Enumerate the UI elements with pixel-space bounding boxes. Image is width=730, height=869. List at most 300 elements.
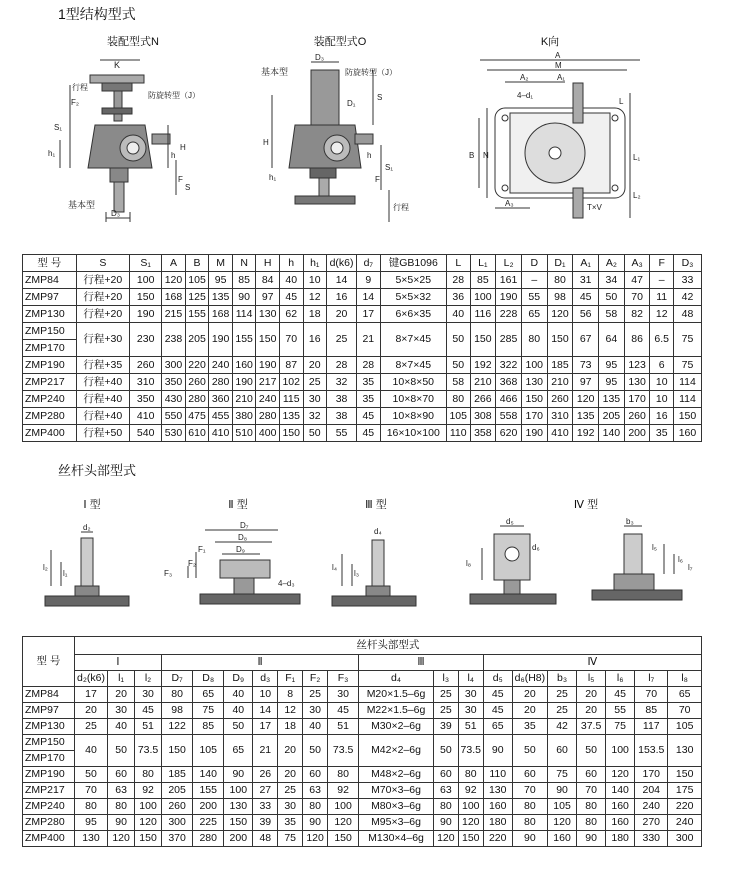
table-row (23, 719, 702, 735)
table-cell: 530 (162, 425, 186, 442)
table-cell: 行程+20 (76, 272, 130, 289)
table-cell: 90 (577, 831, 606, 847)
label-k-a1: A₁ (557, 73, 566, 82)
table-cell: 20 (512, 687, 547, 703)
table-cell: 25 (433, 687, 458, 703)
table-row (23, 323, 702, 340)
label-k-n: N (483, 151, 489, 160)
table-cell: 160 (673, 425, 701, 442)
label-k-a2: A₂ (520, 73, 529, 82)
model-cell: ZMP217 (23, 374, 77, 391)
table-cell: 行程+50 (76, 425, 130, 442)
table-cell: 25 (548, 687, 577, 703)
table-cell: 16×10×100 (380, 425, 446, 442)
col-header: D₃ (673, 255, 701, 272)
table-cell: 行程+40 (76, 408, 130, 425)
table2-group-1: Ⅰ (74, 655, 161, 671)
table-cell: 25 (548, 703, 577, 719)
table-cell: 205 (185, 323, 209, 357)
table-cell: 20 (108, 687, 135, 703)
table-cell: 100 (521, 357, 547, 374)
table-cell: 行程+30 (76, 323, 130, 357)
table-cell: M20×1.5–6g (359, 687, 434, 703)
label-h3-l4: l₄ (332, 563, 338, 572)
label-h1: h₁ (48, 149, 56, 158)
table-cell: 123 (624, 357, 650, 374)
label-h2-d7: D₇ (240, 521, 249, 530)
table-cell: 32 (303, 408, 327, 425)
label-k-l1: L₁ (633, 153, 641, 162)
table-cell: 238 (162, 323, 186, 357)
label-rot: 防旋转型（J） (148, 91, 200, 100)
table-cell: M130×4–6g (359, 831, 434, 847)
table-cell: 120 (547, 306, 573, 323)
table-cell: 410 (547, 425, 573, 442)
table-cell: 322 (496, 357, 522, 374)
table-cell: 70 (512, 783, 547, 799)
table-cell: 260 (547, 391, 573, 408)
table-cell: 116 (470, 306, 496, 323)
col-header: l₆ (606, 671, 635, 687)
table-cell: 35 (357, 374, 381, 391)
label-o-s1: S₁ (385, 163, 394, 172)
table-cell: 75 (548, 767, 577, 783)
table-cell: M48×2–6g (359, 767, 434, 783)
table-cell: 45 (135, 703, 162, 719)
label-o-rot: 防旋转型（J） (345, 68, 397, 77)
table-cell: 90 (232, 289, 256, 306)
col-header: L (446, 255, 470, 272)
table-cell: 217 (256, 374, 280, 391)
table-cell: 150 (130, 289, 162, 306)
table-cell: 34 (599, 272, 625, 289)
table-cell: 215 (162, 306, 186, 323)
table-row (23, 374, 702, 391)
table-cell: 25 (433, 703, 458, 719)
table-cell: 73 (573, 357, 599, 374)
table-cell: 105 (548, 799, 577, 815)
label-h4-l8: l₈ (466, 559, 472, 568)
table-cell: 70 (577, 783, 606, 799)
table2-group-2: Ⅱ (162, 655, 359, 671)
table-cell: 135 (573, 408, 599, 425)
table-cell: 266 (470, 391, 496, 408)
table-cell: 120 (303, 831, 328, 847)
label-o-d1: D₁ (347, 99, 356, 108)
table-cell: 280 (185, 391, 209, 408)
table-cell: 114 (232, 306, 256, 323)
table-cell: 40 (303, 719, 328, 735)
table-cell: 160 (606, 799, 635, 815)
table-cell: 240 (668, 815, 702, 831)
table-cell: 50 (303, 735, 328, 767)
table-cell: 20 (278, 767, 303, 783)
col-header: h (279, 255, 303, 272)
table-cell: 12 (303, 289, 327, 306)
col-header: S₁ (130, 255, 162, 272)
table-cell: 75 (673, 357, 701, 374)
label-f2: F₂ (71, 98, 79, 107)
table-cell: 80 (446, 391, 470, 408)
table-cell: 40 (279, 272, 303, 289)
table-cell: – (650, 272, 674, 289)
table-cell: 97 (256, 289, 280, 306)
table-cell: 300 (162, 815, 193, 831)
table-cell: 410 (209, 425, 233, 442)
table-cell: 48 (673, 306, 701, 323)
table-cell: 92 (135, 783, 162, 799)
label-k-d1: 4–d₁ (517, 91, 534, 100)
label-h4-l6: l₆ (678, 555, 684, 564)
col-header: D₇ (162, 671, 193, 687)
label-h4-d6: d₆ (532, 543, 540, 552)
model-cell: ZMP240 (23, 391, 77, 408)
table-cell: 35 (650, 425, 674, 442)
model-cell: ZMP240 (23, 799, 75, 815)
table-cell: 33 (673, 272, 701, 289)
label-o-f: F (375, 175, 380, 184)
table-cell: 190 (130, 306, 162, 323)
table-cell: 80 (328, 767, 359, 783)
table-cell: 50 (303, 425, 327, 442)
table-cell: 130 (624, 374, 650, 391)
model-cell: ZMP97 (23, 703, 75, 719)
section2-title: 丝杆头部型式 (58, 463, 137, 478)
table-cell: 60 (108, 767, 135, 783)
table-cell: 540 (130, 425, 162, 442)
table-row (23, 735, 702, 751)
table-cell: 30 (108, 703, 135, 719)
head-type-1-drawing (35, 520, 135, 620)
col-header: d₃ (253, 671, 278, 687)
table-cell: 360 (209, 391, 233, 408)
head-type-3-title: Ⅲ 型 (365, 499, 387, 511)
col-header: M (209, 255, 233, 272)
table-cell: 20 (74, 703, 107, 719)
table-cell: 168 (209, 306, 233, 323)
table-cell: M95×3–6g (359, 815, 434, 831)
table-cell: 60 (433, 767, 458, 783)
col-header: 键GB1096 (380, 255, 446, 272)
table-cell: 51 (135, 719, 162, 735)
table-cell: 120 (458, 815, 483, 831)
table-cell: 30 (278, 799, 303, 815)
table-cell: 85 (193, 719, 224, 735)
table-cell: 14 (327, 272, 357, 289)
table-cell: 92 (458, 783, 483, 799)
table-cell: 204 (635, 783, 668, 799)
table-cell: 180 (483, 815, 512, 831)
table1-body (23, 272, 702, 442)
table-cell: 90 (108, 815, 135, 831)
table-cell: 25 (278, 783, 303, 799)
table-cell: 10 (303, 272, 327, 289)
table-cell: 200 (224, 831, 253, 847)
table-cell: M70×3–6g (359, 783, 434, 799)
col-header: h₁ (303, 255, 327, 272)
table-cell: 25 (303, 374, 327, 391)
table-cell: 97 (573, 374, 599, 391)
model-cell: ZMP400 (23, 425, 77, 442)
table-cell: 40 (446, 306, 470, 323)
table-cell: 80 (547, 272, 573, 289)
table-cell: 30 (303, 703, 328, 719)
table-cell: 70 (668, 703, 702, 719)
table-cell: 8 (278, 687, 303, 703)
table-cell: 170 (624, 391, 650, 408)
table-cell: 98 (162, 703, 193, 719)
head-type-3-drawing (320, 520, 420, 620)
col-header: l₈ (668, 671, 702, 687)
table-cell: 260 (130, 357, 162, 374)
table-cell: 80 (521, 323, 547, 357)
table-cell: 30 (135, 687, 162, 703)
col-header: A₃ (624, 255, 650, 272)
table-row (23, 703, 702, 719)
model-cell: ZMP84 (23, 272, 77, 289)
table-cell: 18 (303, 306, 327, 323)
table-cell: 80 (74, 799, 107, 815)
table-cell: 45 (357, 425, 381, 442)
table-cell: 95 (209, 272, 233, 289)
label-k-m: M (555, 61, 562, 70)
table-cell: 10×8×70 (380, 391, 446, 408)
table-cell: 130 (224, 799, 253, 815)
table-cell: 466 (496, 391, 522, 408)
table-cell: 10 (650, 391, 674, 408)
table-cell: 50 (108, 735, 135, 767)
table-cell: 80 (512, 799, 547, 815)
table-cell: 100 (135, 799, 162, 815)
label-k-txv: T×V (587, 203, 602, 212)
table-cell: 228 (496, 306, 522, 323)
table-cell: 200 (624, 425, 650, 442)
table-cell: 150 (328, 831, 359, 847)
table-cell: 9 (357, 272, 381, 289)
table-cell: 30 (458, 687, 483, 703)
label-h4-l7: l₇ (688, 563, 693, 572)
table-cell: 190 (496, 289, 522, 306)
table-cell: 42 (548, 719, 577, 735)
table-cell: 130 (483, 783, 512, 799)
table-cell: 40 (74, 735, 107, 767)
table-cell: 240 (635, 799, 668, 815)
table-row (23, 408, 702, 425)
table-cell: 39 (253, 815, 278, 831)
table-cell: 40 (108, 719, 135, 735)
table-cell: 80 (162, 687, 193, 703)
col-header: d₅ (483, 671, 512, 687)
label-h1-l2: l₂ (43, 563, 48, 572)
table-cell: 40 (224, 687, 253, 703)
table-cell: 行程+20 (76, 306, 130, 323)
table-cell: 380 (232, 408, 256, 425)
table-cell: 80 (458, 767, 483, 783)
table-cell: 75 (193, 703, 224, 719)
table-cell: 90 (483, 735, 512, 767)
table-cell: 150 (135, 831, 162, 847)
table-cell: 73.5 (135, 735, 162, 767)
label-o-base: 基本型 (261, 67, 289, 77)
table2-body (23, 687, 702, 847)
view-k-title: K向 (540, 36, 560, 48)
table-cell: 120 (108, 831, 135, 847)
table-cell: 225 (193, 815, 224, 831)
table-cell: 120 (606, 767, 635, 783)
table-cell: 16 (327, 289, 357, 306)
label-stroke: 行程 (72, 83, 88, 92)
table-cell: 51 (458, 719, 483, 735)
assembly-n-drawing (40, 50, 220, 225)
table-cell: 455 (209, 408, 233, 425)
table-cell: 30 (458, 703, 483, 719)
model-cell: ZMP280 (23, 815, 75, 831)
table-cell: 153.5 (635, 735, 668, 767)
col-header: d₆(H8) (512, 671, 547, 687)
table-row (23, 783, 702, 799)
table-cell: 70 (624, 289, 650, 306)
model-cell: ZMP280 (23, 408, 77, 425)
table-cell: 90 (548, 783, 577, 799)
col-header: L₁ (470, 255, 496, 272)
table-cell: 135 (279, 408, 303, 425)
col-header: A₂ (599, 255, 625, 272)
label-o-d3: D₃ (315, 53, 325, 62)
table-cell: 20 (577, 687, 606, 703)
label-o-stroke: 行程 (393, 203, 409, 212)
spec-table-1 (22, 254, 702, 442)
label-h2-f1: F₁ (198, 545, 206, 554)
table-cell: 行程+40 (76, 374, 130, 391)
table-row (23, 306, 702, 323)
table-cell: 160 (606, 815, 635, 831)
table-cell: 56 (573, 306, 599, 323)
table-cell: 84 (256, 272, 280, 289)
table-cell: 31 (573, 272, 599, 289)
table-cell: 28 (327, 357, 357, 374)
table-cell: 65 (521, 306, 547, 323)
table-cell: 95 (599, 374, 625, 391)
assembly-o-drawing (255, 50, 425, 225)
table-cell: 10×8×90 (380, 408, 446, 425)
col-header: D (521, 255, 547, 272)
table-cell: 120 (328, 815, 359, 831)
table-cell: 63 (108, 783, 135, 799)
col-header: l₃ (433, 671, 458, 687)
table-cell: 65 (193, 687, 224, 703)
table-cell: 85 (635, 703, 668, 719)
table-cell: 35 (357, 391, 381, 408)
table-cell: 70 (74, 783, 107, 799)
table-row (23, 357, 702, 374)
table-cell: 200 (193, 799, 224, 815)
table-row (23, 815, 702, 831)
table-cell: 38 (327, 408, 357, 425)
col-header: D₈ (193, 671, 224, 687)
table-cell: 67 (573, 323, 599, 357)
label-h2-d9: D₉ (236, 545, 245, 554)
table-cell: 130 (256, 306, 280, 323)
table-cell: 368 (496, 374, 522, 391)
table-cell: 370 (162, 831, 193, 847)
table-cell: 168 (162, 289, 186, 306)
table-cell: 260 (162, 799, 193, 815)
col-header: l₅ (577, 671, 606, 687)
table-cell: 70 (635, 687, 668, 703)
table-cell: 115 (279, 391, 303, 408)
table-cell: 92 (328, 783, 359, 799)
table-cell: 37.5 (577, 719, 606, 735)
label-h3-l3: l₃ (354, 569, 360, 578)
table1-header-row (23, 255, 702, 272)
table-cell: 170 (635, 767, 668, 783)
table-cell: 14 (253, 703, 278, 719)
table-cell: 45 (279, 289, 303, 306)
view-o-title: 装配型式O (313, 36, 367, 48)
table-cell: 14 (357, 289, 381, 306)
table-cell: 190 (232, 374, 256, 391)
table-cell: 17 (253, 719, 278, 735)
table-cell: 90 (303, 815, 328, 831)
table-cell: 55 (606, 703, 635, 719)
table-cell: M42×2–6g (359, 735, 434, 767)
table2-group-4: Ⅳ (483, 655, 701, 671)
table2-model-header: 型 号 (23, 637, 75, 687)
table-row (23, 289, 702, 306)
table-cell: 95 (74, 815, 107, 831)
model-cell: ZMP170 (23, 340, 77, 357)
table-cell: 60 (303, 767, 328, 783)
table2-header-row (23, 671, 702, 687)
table-cell: 150 (668, 767, 702, 783)
label-f: F (178, 175, 183, 184)
table-cell: 80 (433, 799, 458, 815)
table-cell: 98 (547, 289, 573, 306)
table-cell: 120 (548, 815, 577, 831)
k-view-drawing (465, 48, 655, 226)
table-cell: 410 (130, 408, 162, 425)
table-cell: 64 (599, 323, 625, 357)
table-cell: 36 (446, 289, 470, 306)
table-cell: 150 (458, 831, 483, 847)
label-o-s: S (377, 93, 383, 102)
table-cell: 16 (303, 323, 327, 357)
label-k-a: A (555, 51, 561, 60)
table-cell: 47 (624, 272, 650, 289)
model-cell: ZMP170 (23, 751, 75, 767)
table-cell: 50 (446, 357, 470, 374)
col-header: D₉ (224, 671, 253, 687)
table-cell: 30 (303, 391, 327, 408)
table-cell: 50 (74, 767, 107, 783)
table-cell: 25 (74, 719, 107, 735)
table-cell: 75 (606, 719, 635, 735)
table-cell: 190 (521, 425, 547, 442)
col-header: l₇ (635, 671, 668, 687)
table-cell: 58 (446, 374, 470, 391)
label-k-b: B (469, 151, 475, 160)
model-cell: ZMP190 (23, 357, 77, 374)
col-header: d₇ (357, 255, 381, 272)
table-cell: 155 (232, 323, 256, 357)
table-cell: 20 (577, 703, 606, 719)
table-cell: 155 (193, 783, 224, 799)
model-cell: ZMP150 (23, 735, 75, 751)
table-cell: 110 (446, 425, 470, 442)
col-header: l₁ (108, 671, 135, 687)
table-cell: 150 (256, 323, 280, 357)
table-cell: 6.5 (650, 323, 674, 357)
